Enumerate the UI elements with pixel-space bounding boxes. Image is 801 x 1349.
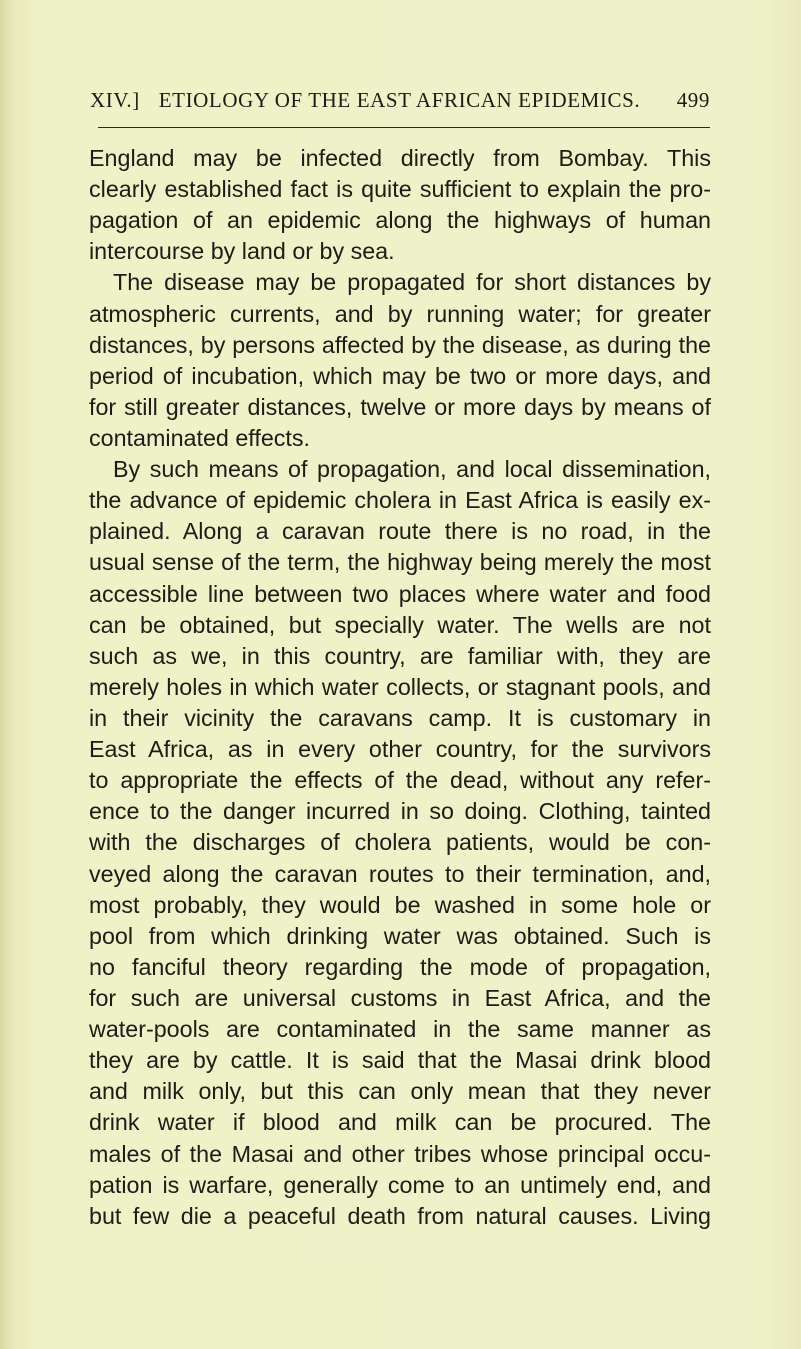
text-line: to appropriate the effects of the dead, without any refer-	[89, 767, 711, 794]
text-line: males of the Masai and other tribes whose principal occu-	[89, 1140, 711, 1167]
text-line: such as we, in this country, are familiar with, they are	[89, 642, 711, 669]
page-number: 499	[676, 88, 710, 112]
text-line: can be obtained, but specially water. The wells are not	[89, 611, 711, 638]
text-line: atmospheric currents, and by running water; for greater	[89, 300, 711, 327]
text-line: period of incubation, which may be two or more days, and	[89, 362, 711, 389]
running-head	[90, 88, 710, 122]
text-line: The disease may be propagated for short distances by	[113, 269, 711, 296]
text-line: for such are universal customs in East Africa, and the	[89, 984, 711, 1011]
text-line: usual sense of the term, the highway being merely the most	[89, 549, 711, 576]
text-line: but few die a peaceful death from natural causes. Living	[89, 1202, 711, 1229]
chapter-number: XIV.]	[90, 88, 140, 112]
text-line: with the discharges of cholera patients, would be con-	[89, 829, 711, 856]
text-line: pool from which drinking water was obtained. Such is	[89, 922, 711, 949]
text-line: and milk only, but this can only mean that they never	[89, 1078, 711, 1105]
text-line: for still greater distances, twelve or more days by means of	[89, 393, 711, 420]
text-line: in their vicinity the caravans camp. It is customary in	[89, 704, 711, 731]
text-line: merely holes in which water collects, or stagnant pools, and	[89, 673, 711, 700]
text-line: distances, by persons affected by the disease, as during the	[89, 331, 711, 358]
text-line: clearly established fact is quite sufficient to explain the pro-	[89, 176, 711, 203]
text-line: pation is warfare, generally come to an untimely end, and	[89, 1171, 711, 1198]
text-line: veyed along the caravan routes to their termination, and,	[89, 860, 711, 887]
text-line: they are by cattle. It is said that the Masai drink blood	[89, 1047, 711, 1074]
text-line: the advance of epidemic cholera in East Africa is easily ex-	[89, 487, 711, 514]
text-line: England may be infected directly from Bombay. This	[89, 145, 711, 171]
text-line: East Africa, as in every other country, for the survivors	[89, 736, 711, 763]
text-line: ence to the danger incurred in so doing. Clothing, tainted	[89, 798, 711, 825]
header-rule	[98, 127, 710, 128]
text-line: plained. Along a caravan route there is no road, in the	[89, 518, 711, 545]
text-line: most probably, they would be washed in some hole or	[89, 891, 711, 918]
text-line: contaminated effects.	[89, 424, 311, 451]
text-line: water-pools are contaminated in the same manner as	[89, 1016, 711, 1043]
text-line: pagation of an epidemic along the highways of human	[89, 207, 711, 234]
text-line: intercourse by land or by sea.	[89, 238, 395, 265]
text-line: no fanciful theory regarding the mode of propagation,	[89, 953, 711, 980]
text-line: accessible line between two places where water and food	[89, 580, 711, 607]
text-line: By such means of propagation, and local dissemination,	[113, 456, 711, 483]
text-line: drink water if blood and milk can be procured. The	[89, 1109, 711, 1136]
running-title: ETIOLOGY OF THE EAST AFRICAN EPIDEMICS.	[158, 88, 641, 112]
body-text	[89, 143, 711, 1232]
